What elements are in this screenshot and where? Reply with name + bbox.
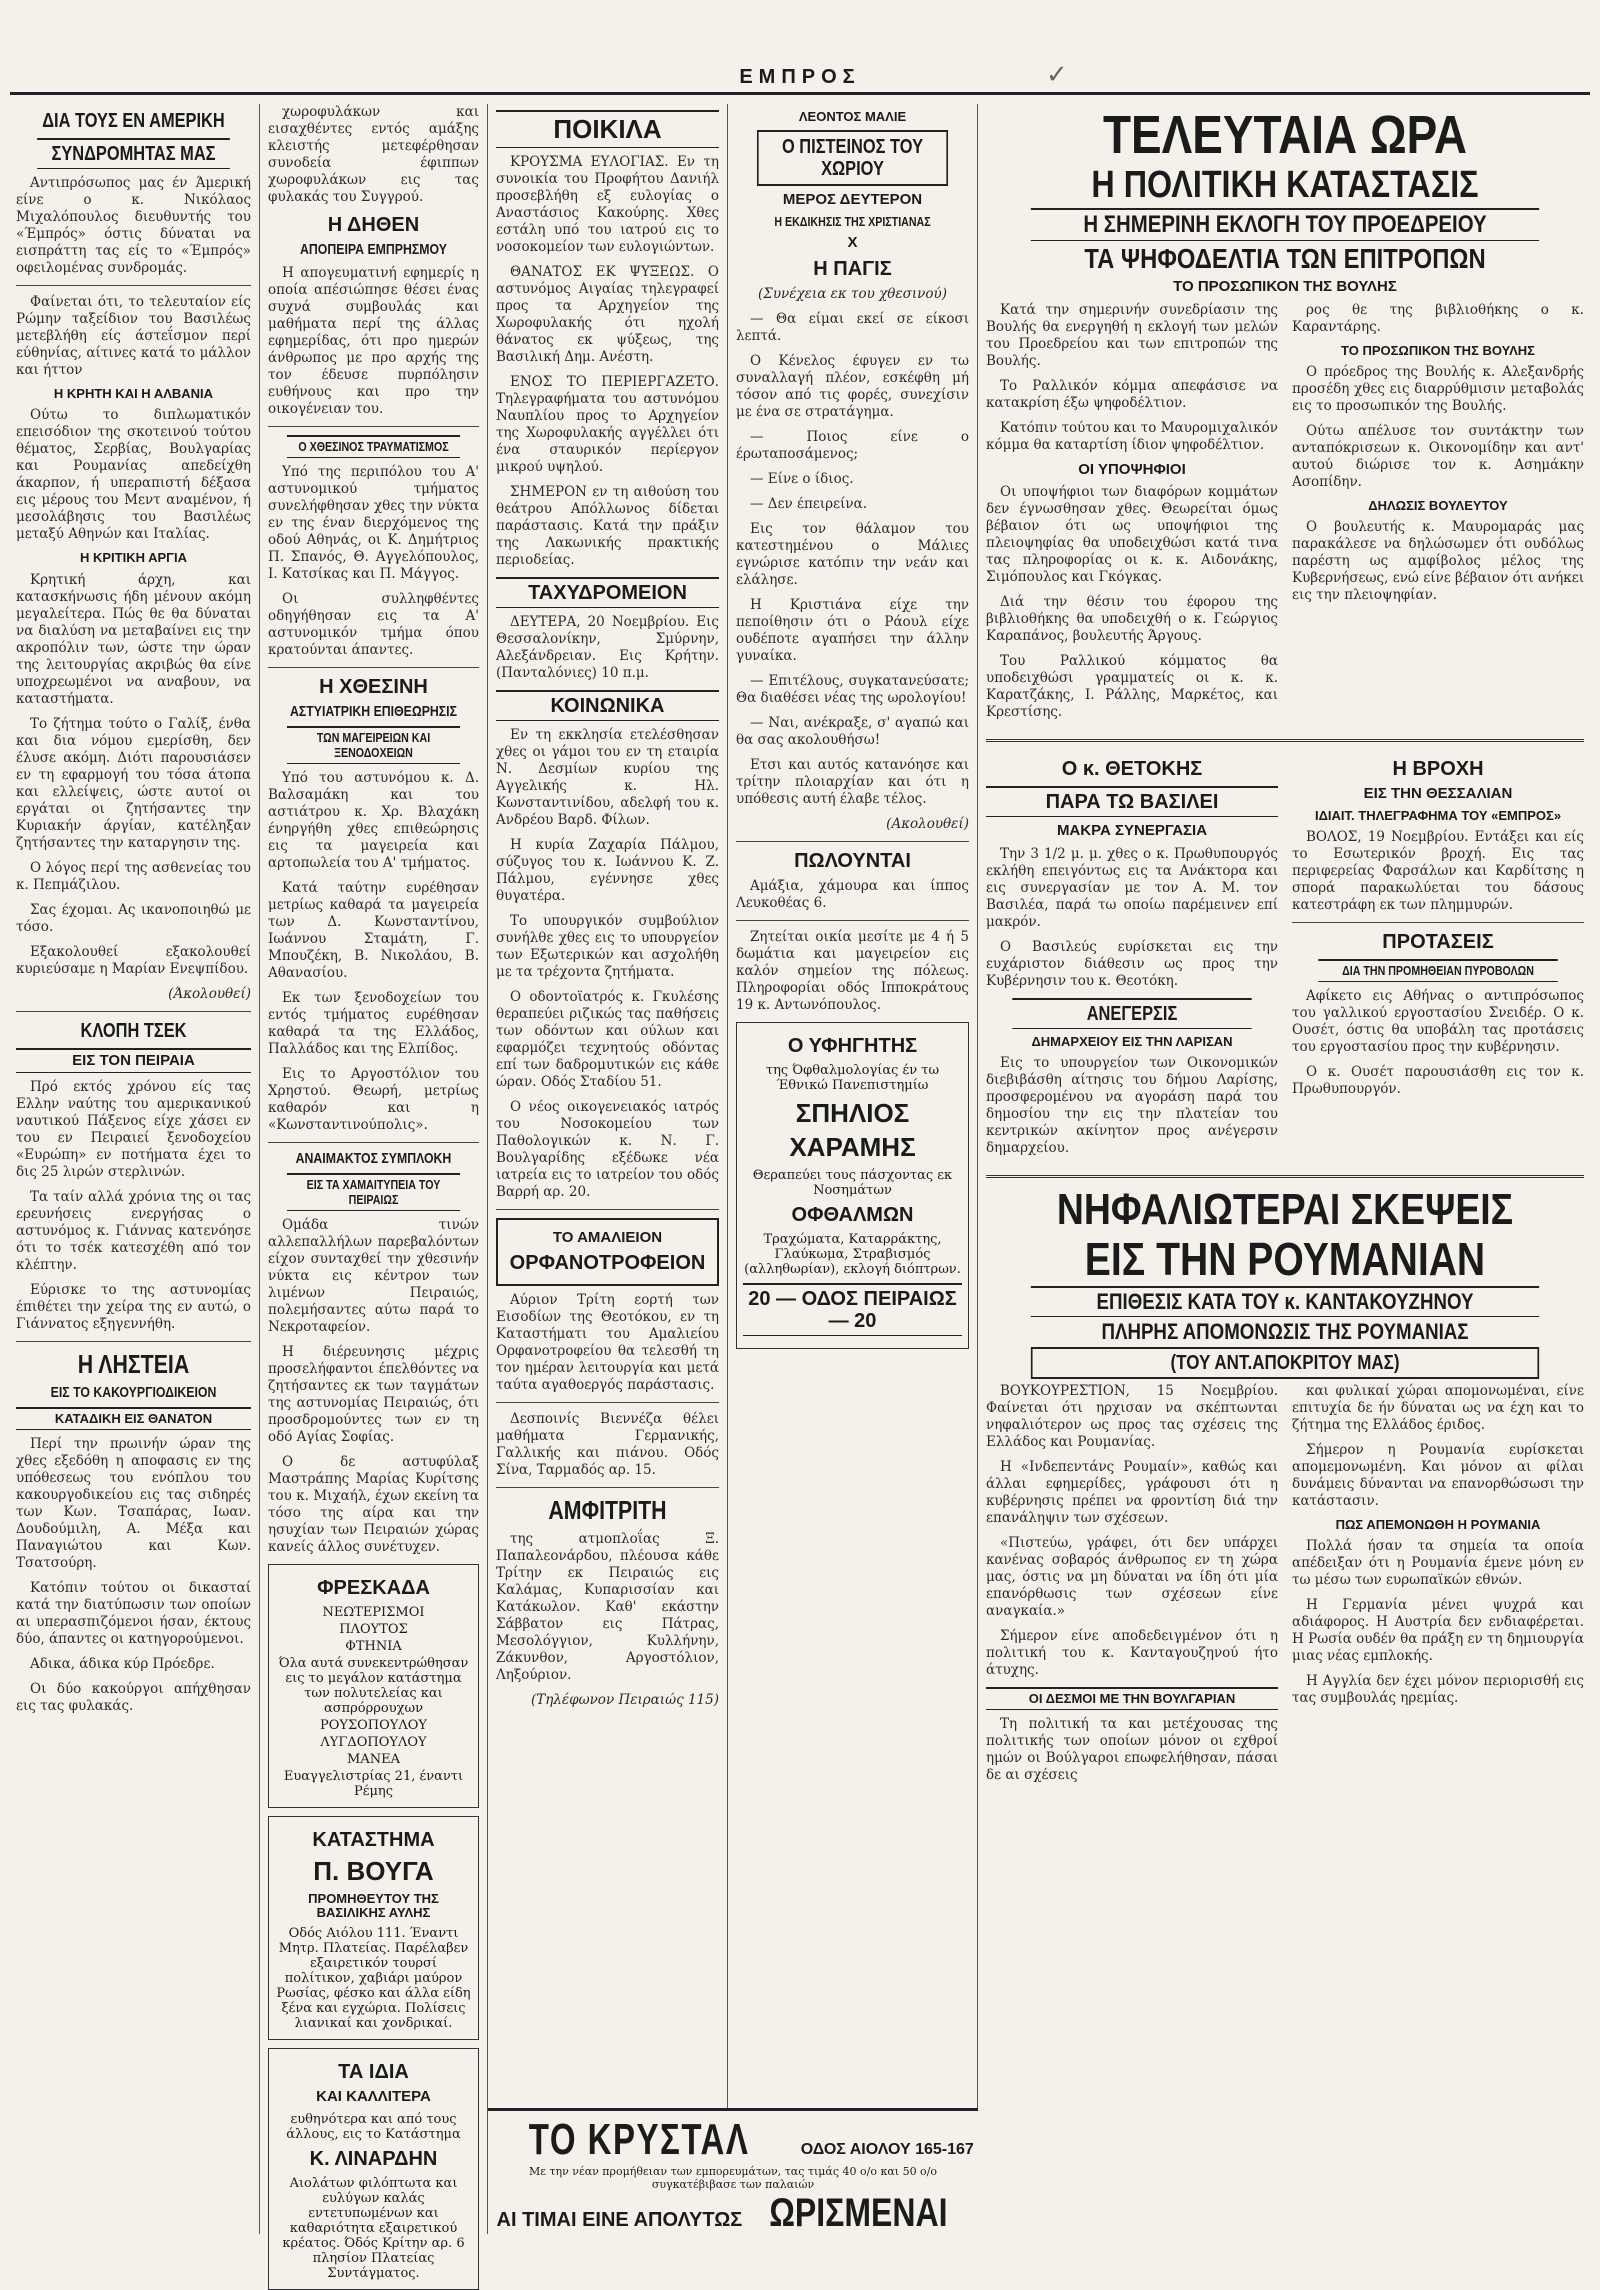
article-paragraph: Την 3 1/2 μ. μ. χθες ο κ. Πρωθυπουργός εκλήθη επειγόντως εις τα Ανάκτορα και εις συνεργασίαν με τον Α. Μ. τον Βασιλέα, παρά τω οποίω παρέμεινεν επί μακρόν. [986, 845, 1278, 930]
ad-line: Θεραπεύει τους πάσχοντας εκ Νοσημάτων [752, 1167, 953, 1198]
article-paragraph: Ο κ. Ουσέτ παρουσιάσθη εις τον κ. Πρωθυπουργόν. [1292, 1064, 1584, 1098]
article-paragraph: Σας έχομαι. Ας ικανοποιηθώ με τόσο. [16, 901, 251, 935]
ad-line: ΠΛΟΥΤΟΣ [339, 1621, 408, 1637]
classified-text: Αμάξια, χάμουρα και ίππος Λευκοθέας 6. [736, 877, 969, 911]
headline: Η ΒΡΟΧΗ [1392, 758, 1484, 780]
classified-title: ΠΩΛΟΥΝΤΑΙ [794, 849, 911, 872]
article-paragraph: Σήμερον είνε αποδεδειγμένον ότι η πολιτική του κ. Κανταγουζηνού ήτο άτυχης. [986, 1627, 1278, 1678]
divider [986, 739, 1584, 742]
divider [1292, 922, 1584, 923]
headline: ΔΙΑ ΤΟΥΣ ΕΝ ΑΜΕΡΙΚΗ [42, 110, 225, 132]
main-subheadline: Η ΣΗΜΕΡΙΝΗ ΕΚΛΟΓΗ ΤΟΥ ΠΡΟΕΔΡΕΙΟΥ [1031, 208, 1539, 241]
main-headline: ΤΕΛΕΥΤΑΙΑ ΩΡΑ [1102, 105, 1468, 165]
chapter-number: X [847, 234, 858, 252]
headline: Ο ΧΘΕΣΙΝΟΣ ΤΡΑΥΜΑΤΙΣΜΟΣ [287, 435, 460, 458]
subheadline: ΚΑΤΑΔΙΚΗ ΕΙΣ ΘΑΝΑΤΟΝ [16, 1407, 251, 1430]
article-paragraph: «Πιστεύω, γράφει, ότι δεν υπάρχει κανένας σοβαρός άνθρωπος εν τη χώρα μας, όστις να μη δύναται να ίδη ότι μία επανόρθωσις των σχέσεων είνε αναγκαία.» [986, 1534, 1278, 1619]
advertisement-linardis [268, 2048, 479, 2290]
ad-name: ΣΠΗΛΙΟΣ [795, 1097, 910, 1128]
pencil-mark-icon: ✓ [1046, 60, 1068, 90]
column-2 [260, 104, 488, 2281]
article-paragraph: — Είνε ο ίδιος. [750, 470, 854, 487]
article-paragraph: Περί την πρωινήν ώραν της χθες εξεδόθη η αποφασις εν της υπόθεσεως του ενόπλου του κακουργοδικείου εις τας σιδηρές των Κων. Τσαπάρας, Ιωαν. Δουδούμιλη, Α. Μέξα και Παναγιώτου και Κων. Τσατσούρη. [16, 1436, 251, 1572]
ad-name: ΧΑΡΑΜΗΣ [789, 1132, 916, 1163]
subheadline: ΔΗΛΩΣΙΣ ΒΟΥΛΕΥΤΟΥ [1368, 497, 1508, 513]
article-paragraph: Ο δε αστυφύλαξ Μαστράπης Μαρίας Κυρίτσης του κ. Μιχαήλ, έχων εκείνη τα τόσο της αίρα και την ησυχίαν των Πειραιών χώρας κανείς άλλος συνέτυχεν. [268, 1453, 479, 1555]
divider [16, 1341, 251, 1342]
politics-right [1292, 302, 1584, 730]
ad-line: Αιολάτων φιλόπτωτα και ευλύγων καλάς εντετυπωμένων και καθαριότητα εξαιρετικού κρέατος. Όδός Κρίτην αρ. 6 πλησίον Πλατείας Συντάγματος. [282, 2175, 465, 2281]
ad-line: Ευαγγελιστρίας 21, έναντι Ρέμης [283, 1768, 464, 1799]
article-paragraph: χωροφυλάκων και εισαχθέντες εντός αμάξης κλειστής μετεφέρθησαν συνοδεία έφιππων χωροφυλάκων εις τας φυλακάς του Συγγρού. [268, 104, 479, 205]
main-headline: ΝΗΦΑΛΙΩΤΕΡΑΙ ΣΚΕΨΕΙΣ [1056, 1184, 1514, 1234]
divider [268, 1142, 479, 1143]
ad-name: Π. ΒΟΥΓΑ [313, 1855, 434, 1886]
divider [16, 1011, 251, 1012]
headline: ΕΙΣ ΤΟ ΚΑΚΟΥΡΓΙΟΔΙΚΕΙΟΝ [50, 1383, 217, 1401]
politics-left [986, 302, 1278, 730]
article-paragraph: Το ζήτημα τούτο ο Γαλίξ, ένθα και δια νόμου εμερίσθη, δεν έλυσε ακόμη. Διότι παρουσιάσεν εν τη εφαρμογή του τόσα άτοπα και ελλείψεις, ώστε αυτοί οι εργάται οι ζητήσαντες την Κυριακήν άργίαν, κατέληξαν ζητήσαντες την καταργησιν της. [16, 715, 251, 851]
article-paragraph: — Ναι, ανέκραξε, σ' αγαπώ και θα σας ακολουθήσω! [736, 714, 969, 748]
ad-line: ΟΦΘΑΛΜΩΝ [791, 1203, 914, 1226]
article-paragraph: Κατά την σημερινήν συνεδρίασιν της Βουλής θα ενεργηθή η εκλογή των μελών του Προεδρείου και των επιτροπών της Βουλής. [986, 301, 1278, 369]
article-paragraph: Δεσποινίς Βιεννέζα θέλει μαθήματα Γερμανικής, Γαλλικής και πιάνου. Οδός Σίνα, Ταρμαδός αρ. 15. [496, 1411, 719, 1479]
serial-subtitle: Η ΕΚΔΙΚΗΣΙΣ ΤΗΣ ΧΡΙΣΤΙΑΝΑΣ [774, 213, 931, 229]
article-paragraph: Το υπουργικόν συμβούλιον συνήλθε χθες εις το υπουργείον των Εξωτερικών και ασχολήθη με τα τρέχοντα ζητήματα. [496, 912, 719, 980]
article-paragraph: Εις το Αργοστόλιον του Χρηστού. Θεωρή, μετρίως καθαρόν και η «Κωνσταντινούπολις». [268, 1065, 479, 1133]
article-paragraph: Κρητική άρχη, και κατασκήνωσις ήδη μένουν ακόμη μεγαλείτερα. Πώς θε θα δύναται να διαλύση να μεταβαίνει εις την ακροπόλιν των, ώστε την ώραν της λειτουργίας ακριβώς θα είνε υποχρεωμένοι να αναβουν, να καταστήματα. [16, 571, 251, 707]
headline: ΑΝΕΓΕΡΣΙΣ [1012, 998, 1251, 1029]
headline: ΑΝΑΙΜΑΚΤΟΣ ΣΥΜΠΛΟΚΗ [295, 1149, 452, 1167]
ad-line: Οδός Αιόλου 111. Έναντι Μητρ. Πλατείας. Παρέλαβεν εξαιρετικόν τουρσί πολίτικον, χαβιάρι μαύρον Ρωσίας, φέσκο και άλλα είδη ξένα και εγχώρια. Πολίσεις λιανικαί και χονδρικαί. [276, 1926, 471, 2032]
divider [268, 426, 479, 427]
chapter-title: Η ΠΑΓΙΣ [813, 257, 892, 280]
headline: Η ΧΘΕΣΙΝΗ [319, 675, 428, 698]
article-paragraph: Πρό εκτός χρόνου είς τας Ελλην ναύτης του αμερικανικού ναυτικού Πάξενος είχε χάσει εν του εν Πειραιεί ξενοδοχείου «Ευρώπη» εν ποτήματα έχει το δις 25 λιρών στερλινών. [16, 1079, 251, 1181]
column-5-latest-news [978, 104, 1592, 2234]
main-headline: ΕΙΣ ΤΗΝ ΡΟΥΜΑΝΙΑΝ [1084, 1232, 1486, 1285]
article-paragraph: Πολλά ήσαν τα σημεία τα οποία απέδειξαν ότι η Ρουμανία έμενε μόνη εν τω μέσω των ευρωπαϊκών εθνών. [1292, 1538, 1584, 1589]
correspondent-note: (ΤΟΥ ΑΝΤ.ΑΠΟΚΡΙΤΟΥ ΜΑΣ) [1031, 1347, 1539, 1379]
article-paragraph: ΕΝΟΣ ΤΟ ΠΕΡΙΕΡΓΑΖΕΤΟ. Τηλεγραφήματα του αστυνόμου Ναυπλίου προς το Αρχηγείον της Χωροφυλακής αγγέλλει ότι ένα σταυρικόν περίεργον μικρού υψηλού. [496, 373, 719, 475]
article-paragraph: Τα ταίν αλλά χρόνια της οι τας ερευνήσεις ενεργήσας ο αστυνόμος κ. Γιάννας κατενόησε ότι το τσέκ κατεσχέθη από τον κλέπτην. [16, 1189, 251, 1274]
article-paragraph: Ο Κένελος έφυγεν εν τω συναλλαγή πλέον, εσκέφθη μή τόσον από τις φορές, συνεχίσιν με ένα σε στρατάγημα. [736, 352, 969, 420]
article-paragraph: Σήμερον η Ρουμανία ευρίσκεται απομεμονωμένη. Και μόνον αι φίλαι δυνάμεις δύνανται να επανορθώσωσι την κατάστασιν. [1292, 1441, 1584, 1509]
advertisement-ophthalmologist [736, 1022, 969, 1349]
ad-line: ΑΙ ΤΙΜΑΙ ΕΙΝΕ ΑΠΟΛΥΤΩΣ [496, 2209, 743, 2231]
continued-note: (Ακολουθεί) [886, 815, 969, 832]
article-paragraph: ΣΗΜΕΡΟΝ εν τη αιθούση του θεάτρου Απόλλωνος δίδεται παράστασις. Κατά την πράξιν της Λακωνικής πρακτικής περιοδείας. [496, 483, 719, 568]
article-paragraph: Εξακολουθεί εξακολουθεί κυριεύσαμε η Μαρίαν Ενεψπίδου. [16, 943, 251, 977]
theotokis-article [986, 752, 1278, 1165]
article-paragraph: Ομάδα τινών αλλεπαλλήλων παρεβαλόντων είχον συνταχθεί την χθεσινήν νύκτα εις κέντρον των λιμένων Πειραιώς, πολεμήσαντες αύτω παρά το Νεκροταφείον. [268, 1216, 479, 1335]
ad-line: ΡΟΥΣΟΠΟΥΛΟΥ [319, 1717, 428, 1733]
article-paragraph: ΚΡΟΥΣΜΑ ΕΥΛΟΓΙΑΣ. Εν τη συνοικία του Προφήτου Δανιήλ προσεβλήθη εξ ευλογίας ο Αναστάσιος Κακούρης. Χθες εστάλη υπό του ιατρού εις το νοσοκομείον των ευλογιώντων. [496, 153, 719, 255]
article-paragraph: και φυλικαί χώραι απομονωμέναι, είνε επιτυχία δε ήν δύναται ως να έχη και το ζήτημα της Ελλάδος έριδος. [1292, 1382, 1584, 1433]
politics-two-column [986, 302, 1584, 730]
article-paragraph: Ούτω απέλυσε τον συντάκτην των ανταπόκρισεων κ. Οικονομίδην και αντ' αυτού διώρισε τον κ. Ασημάκην Ασοπίδην. [1292, 422, 1584, 490]
article-paragraph: Η Αγγλία δεν έχει μόνον περιορισθή εις τας συμβουλάς ηρεμίας. [1292, 1673, 1584, 1707]
divider [268, 667, 479, 668]
ad-line: της Όφθαλμολογίας έν τω Έθνικώ Πανεπιστημίω [765, 1062, 940, 1093]
ad-subtitle: ΚΑΙ ΚΑΛΛΙΤΕΡΑ [316, 2088, 431, 2106]
article-paragraph: Ο πρόεδρος της Βουλής κ. Αλεξανδρής προσέδη χθες εις διαρρύθμισιν μεταβολάς εις το προσωπικόν της Βουλής. [1292, 363, 1584, 414]
advertisement-krystal [488, 2108, 978, 2236]
ad-title: ΤΑ ΙΔΙΑ [338, 2061, 409, 2084]
subheadline: ΕΙΣ ΤΑ ΧΑΜΑΙΤΥΠΕΙΑ ΤΟΥ ΠΕΙΡΑΙΩΣ [287, 1173, 460, 1211]
ad-subtitle: ΠΡΟΜΗΘΕΥΤΟΥ ΤΗΣ ΒΑΣΙΛΙΚΗΣ ΑΥΛΗΣ [308, 1890, 439, 1920]
article-paragraph: Ετσι και αυτός κατανόησε και τρίτην πλοιαρχίαν και ότι η υπόθεσις αυτή έλαβε τέλος. [736, 756, 969, 807]
headline: ΤΑΧΥΔΡΟΜΕΙΟΝ [496, 577, 719, 608]
continued-note: (Συνέχεια εκ του χθεσινού) [758, 285, 947, 302]
headline: ΚΛΟΠΗ ΤΣΕΚ [80, 1019, 187, 1042]
article-paragraph: Αντιπρόσωπος μας έν Άμερική είνε ο κ. Νικόλαος Μιχαλόπουλος διευθυντής του «Έμπρός» όστις δύναται να εισπράττη τας είς το «Έμπρός» οφειλομένας συνδρομάς. [16, 175, 251, 276]
subheadline: ΟΙ ΔΕΣΜΟΙ ΜΕ ΤΗΝ ΒΟΥΛΓΑΡΙΑΝ [986, 1687, 1278, 1710]
article-paragraph: Υπό του αστυνόμου κ. Δ. Βαλσαμάκη και του αστιάτρου κ. Χρ. Βλαχάκη ένηργήθη χθες επιθεώρησις εις τα μαγειρεία και αρτοπωλεία του Α' τμήματος. [268, 769, 479, 871]
advertisement-vouga [268, 1816, 479, 2040]
subheadline: ΠΩΣ ΑΠΕΜΟΝΩΘΗ Η ΡΟΥΜΑΝΙΑ [1335, 1516, 1541, 1532]
article-paragraph: Υπό της περιπόλου του Α' αστυνομικού τμήματος συνελήφθησαν χθες την νύκτα εν της έναν διερχόμενος της οδού Αθηνάς, οι Κ. Δημήτριος Π. Σπανός, Θ. Αγγελόπουλος, Ι. Κατσίκας και Π. Μάγγος. [268, 463, 479, 582]
news-two-column [986, 752, 1584, 1165]
article-paragraph: ΒΟΥΚΟΥΡΕΣΤΙΟΝ, 15 Νοεμβρίου. Φαίνεται ότι ηρχισαν να σκέπτωνται νηφαλιότερον ως προς τας σχέσεις της Ελλάδος και Ρουμανίας. [986, 1382, 1278, 1450]
article-paragraph: Ο βουλευτής κ. Μαυρομαράς μας παρακάλεσε να δηλώσωμεν ότι ουδόλως παρέστη ως αμφίβολος μέλος της Κυβερνήσεως, ενώ είνε βέβαιον ότι ανήκει εις την πλειοψηφίαν. [1292, 519, 1584, 604]
article-paragraph: Οι συλληφθέντες οδηγήθησαν εις τα Α' αστυνομικόν τμήμα όπου κρατούνται άπαντες. [268, 590, 479, 658]
article-paragraph: — Επιτέλους, συγκατανεύσατε; Θα διαθέσει νέας της ωρολογίου! [736, 672, 969, 706]
subheadline: ΟΙ ΥΠΟΨΗΦΙΟΙ [1078, 460, 1186, 478]
ad-title: Ο ΥΦΗΓΗΤΗΣ [787, 1034, 918, 1057]
headline: ΟΡΦΑΝΟΤΡΟΦΕΙΟΝ [509, 1252, 706, 1275]
subheadline: Η ΚΡΙΤΙΚΗ ΑΡΓΙΑ [79, 550, 187, 566]
divider [16, 285, 251, 286]
romania-two-column [986, 1383, 1584, 1792]
article-paragraph: Του Ραλλικού κόμματος θα υποδειχθώσι γραμματείς οι κ. κ. Καρατζάκης, Ι. Ράλλης, Μαρκέτος, και Κρεστίσης. [986, 653, 1278, 720]
divider [496, 1402, 719, 1403]
article-paragraph: Διά την θέσιν του έφορου της βιβλιοθήκης θα υποδειχθή ο κ. Γεώργιος Καραπάνος, βουλευτής Άργους. [986, 594, 1278, 644]
article-paragraph: Ο οδοντοϊατρός κ. Γκυλέσης θεραπεύει ριζικώς τας παθήσεις των οδόντων και ούλων και εφαρμόζει τεχνητούς οδόντας επί των δαδρομυτικών εις κάθε ώραν. Οδός Σταδίου 51. [496, 988, 719, 1090]
article-paragraph: Φαίνεται ότι, το τελευταίον είς Ρώμην ταξείδιον του Βασιλέως μετεβλήθη είς άστεΐσμον περί εύθηνίας, αίτινες κατά το μάλλον και ήττον [16, 294, 251, 378]
subheadline: ΜΑΚΡΑ ΣΥΝΕΡΓΑΣΙΑ [1056, 822, 1208, 839]
ad-line: ΝΕΩΤΕΡΙΣΜΟΙ [322, 1604, 425, 1620]
article-paragraph: Κατόπιν τούτου οι δικασταί κατά την διατύπωσιν των οποίων αι υπερασπιζόμενοι ήσαν, έκτους δύο, άπαντες οι κατηγορούμενοι. [16, 1580, 251, 1648]
divider [736, 920, 969, 921]
ad-line: ΜΑΝΕΑ [347, 1751, 400, 1767]
article-paragraph: Κατόπιν τούτου και το Μαυρομιχαλικόν κόμμα θα καταρτίση ίδιον ψηφοδέλτιον. [986, 419, 1278, 453]
masthead: ΕΜΠΡΟΣ [739, 66, 861, 88]
divider [736, 841, 969, 842]
column-4 [728, 104, 978, 2234]
author-line: ΛΕΟΝΤΟΣ ΜΑΛΙΕ [798, 109, 907, 124]
article-paragraph: Η απογευματινή εφημερίς η οποία απέσιώπησε θέσει ένας συχνά συμβουλάς και μαθήματα περί της άλλας εφημερίδας, ότι προ ημερών άνθρωπος με προ αρχής της τον έδευσε πυρπόλησιν ευθήνους και προ την οικογένειαν του. [268, 264, 479, 417]
ad-line: ΦΤΗΝΙΑ [345, 1638, 402, 1654]
headline: ΕΙΣ ΤΟΝ ΠΕΙΡΑΙΑ [16, 1048, 251, 1074]
headline: ΠΑΡΑ ΤΩ ΒΑΣΙΛΕΙ [986, 786, 1278, 817]
article-paragraph: της ατμοπλοΐας Ξ. Παπαλεονάρδου, πλέουσα κάθε Τρίτην εκ Πειραιώς εις Καλάμας, Κυπαρισσίαν και Κατάκωλον. Καθ' εκάστην Σάββατον εις Πάτρας, Μεσολόγγιον, Κυλλήνην, Ζάκυνθον, Αργοστόλιον, Ληξούριον. [496, 1530, 719, 1683]
article-paragraph: Ούτω το διπλωματικόν επεισόδιον της σκοτεινού τούτου θέματος, Σερβίας, Βουλγαρίας και Ρουμανίας απεδείχθη άκαρπον, ή υπεραπιστή δέξασα εις μέρους του Μεντ αναμένον, ή μεσολάβησις του Βασιλέως μεταξύ Αθηνών και Ιταλίας. [16, 407, 251, 543]
headline: Ο κ. ΘΕΤΟΚΗΣ [1061, 758, 1203, 780]
article-paragraph: Ο Βασιλεύς ευρίσκεται εις την ευχάριστον διάθεσιν ως προς την Κυβέρνησιν του κ. Θεοτόκη. [986, 938, 1278, 989]
article-paragraph: Εκ των ξενοδοχείων του εντός τμήματος ευρέθησαν καθαρά τα της Ελλάδος, Παλλάδος και της Ελπίδος. [268, 989, 479, 1057]
subheadline: ΙΔΙΑΙΤ. ΤΗΛΕΓΡΑΦΗΜΑ ΤΟΥ «ΕΜΠΡΟΣ» [1314, 807, 1562, 823]
romania-left [986, 1383, 1278, 1792]
ad-line: ΩΡΙΣΜΕΝΑΙ [768, 2191, 948, 2235]
subheadline: ΤΟ ΠΡΟΣΩΠΙΚΟΝ ΤΗΣ ΒΟΥΛΗΣ [1341, 342, 1535, 358]
subheadline: Η ΚΡΗΤΗ ΚΑΙ Η ΑΛΒΑΝΙΑ [53, 386, 214, 401]
subheadline: ΤΟ ΠΡΟΣΩΠΙΚΟΝ ΤΗΣ ΒΟΥΛΗΣ [1173, 278, 1397, 295]
article-paragraph: Η διέρευνησις μέχρις προσελήφαντοι έπελθόντες να ζητήσαντες εκ των ταγμάτων της αστυνομίας Πειραιώς, ότι προσδρομούντες των εν τη οδό Αγίας Σοφίας. [268, 1343, 479, 1445]
article-paragraph: ΔΕΥΤΕΡΑ, 20 Νοεμβρίου. Εις Θεσσαλονίκην, Σμύρνην, Αλεξάνδρειαν. Εις Κρήτην. (Πανταλόνιες) 10 π.μ. [496, 613, 719, 681]
article-paragraph: Οι υποψήφιοι των διαφόρων κομμάτων δεν έγνωσθησαν χθες. Θεωρείται όμως βέβαιον ότι ως υποψήφιοι της πλειοψηφίας θα υποδειχθώσι κατά τινα τας πληροφορίας οι κ. κ. Αιδονάκης, Σιμόπουλος και Γκόγκας. [986, 484, 1278, 585]
subheadline: ΤΩΝ ΜΑΓΕΙΡΕΙΩΝ ΚΑΙ ΞΕΝΟΔΟΧΕΙΩΝ [287, 726, 460, 764]
article-paragraph: Αύριον Τρίτη εορτή των Εισοδίων της Θεοτόκου, εν τη Καταστήματι του Αμαλιείου Ορφανοτροφείου θα τελεσθή τη τον ημέραν λειτουργία και μετά ταύτα αγαθοεργός παράστασις. [496, 1292, 719, 1394]
headline: ΑΜΦΙΤΡΙΤΗ [548, 1495, 667, 1526]
article-paragraph: Εις το υπουργείον των Οικονομικών διεβιβάσθη αίτησις του δήμου Λαρίσης, προσφερομένου να αγοράση παρά του δημοσίου την εις την πλατείαν του κεντρικών ακίνητον προς ανέγερσιν δημαρχείου. [986, 1054, 1278, 1156]
ad-line: Όλα αυτά συνεκεντρώθησαν εις το μεγάλον κατάστημα των πολυτελείας και ασπρόρρουχων [278, 1655, 469, 1716]
headline: ΑΠΟΠΕΙΡΑ ΕΜΠΡΗΣΜΟΥ [300, 241, 447, 258]
article-paragraph: Αδικα, άδικα κύρ Πρόεδρε. [30, 1656, 215, 1673]
article-paragraph: Εις τον θάλαμον του κατεστημένου ο Μάλιες εγνώρισε κατόπιν την νεάν και ελάλησε. [736, 520, 969, 588]
article-paragraph: Η κυρία Ζαχαρία Πάλμου, σύζυγος του κ. Ιωάννου Κ. Ζ. Πάλμου, εγέννησε χθες θυγατέρα. [496, 836, 719, 904]
ad-title: ΦΡΕΣΚΑΔΑ [317, 1576, 430, 1599]
headline: Η ΛΗΣΤΕΙΑ [77, 1349, 190, 1380]
serial-title: Ο ΠΙΣΤΕΙΝΟΣ ΤΟΥ ΧΩΡΙΟΥ [757, 130, 948, 186]
ad-line: Τραχώματα, Καταρράκτης, Γλαύκωμα, Στραβισμός (αλληθωρίαν), εκλογή διόπτρων. [744, 1231, 961, 1277]
romania-right [1292, 1383, 1584, 1792]
ad-title: ΚΑΤΑΣΤΗΜΑ [312, 1828, 435, 1851]
article-paragraph: ΒΟΛΟΣ, 19 Νοεμβρίου. Εντάξει και είς το Εσωτερικόν βροχή. Εις τας περιφερείας Φαρσάλων και Καρδίτσης η σπορά παρακωλύεται του δάσους κατεστράφη εκ των πλημμυρών. [1292, 828, 1584, 913]
article-paragraph: — Δεν έπειρείνα. [750, 495, 868, 512]
article-paragraph: Το Ραλλικόν κόμμα απεφάσισε να κατακρίση έξω ψηφοδέλτιον. [986, 377, 1278, 411]
article-paragraph: Εν τη εκκλησία ετελέσθησαν χθες οι γάμοι του εν τη εταιρία Ν. Δεσμίων κυρίου της Αγγελικής κ. Ηλ. Κωνσταντινίδου, αδελφή του κ. Ανδρέου Βαρδ. Φίλων. [496, 726, 719, 828]
headline: Η ΔΗΘΕΝ [327, 214, 420, 236]
article-paragraph: ΘΑΝΑΤΟΣ ΕΚ ΨΥΞΕΩΣ. Ο αστυνόμος Αιγαίας τηλεγραφεί προς τα Αρχηγείον της Χωροφυλακής ότι ηχολή θάνατος εκ ψύξεως, της Βασιλική Δημ. Ανέστη. [496, 263, 719, 365]
masthead-rule [10, 92, 1590, 95]
phone-note: (Τηλέφωνον Πειραιώς 115) [530, 1691, 719, 1708]
article-paragraph: Κατά ταύτην ευρέθησαν μετρίως καθαρά τα μαγειρεία των Δ. Κωνσταντίνου, Ιωάννου Σταμάτη, Γ. Μπουζέκη, Β. Νικολάου, Β. Αθανασίου. [268, 879, 479, 981]
article-paragraph: Εύρισκε το της αστυνομίας έπιθέτει την χείρα της εν αυτώ, ο Γιάννατος εξηγεννήθη. [16, 1282, 251, 1333]
ad-name: Κ. ΛΙΝΑΡΔΗΝ [309, 2147, 438, 2170]
headline: ΤΟ ΑΜΑΛΙΕΙΟΝ [552, 1228, 663, 1246]
article-paragraph: ρος θε της βιβλιοθήκης ο κ. Καραντάρης. [1292, 301, 1584, 335]
divider [496, 1209, 719, 1210]
ad-line: ΛΥΓΔΟΠΟΥΛΟΥ [320, 1734, 427, 1750]
headline: ΠΡΟΤΑΣΕΙΣ [1382, 930, 1494, 953]
orphanage-box [496, 1218, 719, 1287]
continued-note: (Άκολουθεί) [168, 985, 251, 1002]
article-paragraph: Η Γερμανία μένει ψυχρά και αδιάφορος. Η Αυστρία δεν ενδιαφέρεται. Η Ρωσία ουδέν θα πράξη εν τη δημιουργία μιας νέας εμπλοκής. [1292, 1597, 1584, 1665]
advertisement-freskada [268, 1564, 479, 1808]
serial-part: ΜΕΡΟΣ ΔΕΥΤΕΡΟΝ [782, 191, 923, 209]
headline: ΣΥΝΔΡΟΜΗΤΑΣ ΜΑΣ [37, 138, 230, 169]
column-3 [488, 104, 728, 2234]
main-subheadline: ΕΠΙΘΕΣΙΣ ΚΑΤΑ ΤΟΥ κ. ΚΑΝΤΑΚΟΥΖΗΝΟΥ [1031, 1286, 1539, 1317]
ad-address: ΟΔΟΣ ΑΙΟΛΟΥ 165-167 [800, 2140, 974, 2158]
ad-title: ΤΟ ΚΡΥΣΤΑΛ [528, 2115, 750, 2164]
vrochi-article [1292, 752, 1584, 1165]
article-paragraph: — Θα είμαι εκεί σε είκοσι λεπτά. [736, 310, 969, 344]
article-paragraph: — Ποιος είνε ο έρωταποσάμενος; [736, 428, 969, 462]
article-paragraph: Οι δύο κακούργοι απήχθησαν εις τας φυλακάς. [16, 1681, 251, 1715]
headline: ΚΟΙΝΩΝΙΚΑ [496, 690, 719, 721]
article-paragraph: Ο λόγος περί της ασθενείας του κ. Πεπμάζιλου. [16, 859, 251, 893]
main-headline: Η ΠΟΛΙΤΙΚΗ ΚΑΤΑΣΤΑΣΙΣ [1091, 164, 1479, 206]
article-paragraph: Αφίκετο εις Αθήνας ο αντιπρόσωπος του γαλλικού εργοστασίου Σνειδέρ. Ο κ. Ουσέτ, όστις θα υποβάλη τας προτάσεις του εργοστασίου προς την κυβέρνησιν. [1292, 988, 1584, 1056]
article-paragraph: Η Κριστιάνα είχε την πεποίθησιν ότι ο Ράουλ είχε ουδέποτε αγαπήσει την άλλην γυναίκα. [736, 596, 969, 664]
article-paragraph: Ο νέος οικογενειακός ιατρός του Νοσοκομείου των Παθολογικών κ. Ν. Γ. Βουλγαρίδης εξέδωκε νέα ιατρεία εις το ιατρείον του οδός Βαρρή αρ. 20. [496, 1098, 719, 1200]
subheadline: ΔΙΑ ΤΗΝ ΠΡΟΜΗΘΕΙΑΝ ΠΥΡΟΒΟΛΩΝ [1318, 959, 1557, 982]
ad-line: ευθηνότερα και από τους άλλους, εις το Κατάστημα [286, 2111, 461, 2142]
headline: ΕΙΣ ΤΗΝ ΘΕΣΣΑΛΙΑΝ [1363, 785, 1513, 802]
headline: ΠΟΙΚΙΛΑ [496, 110, 719, 148]
subheadline: ΔΗΜΑΡΧΕΙΟΥ ΕΙΣ ΤΗΝ ΛΑΡΙΣΑΝ [1031, 1033, 1233, 1049]
classified-text: Ζητείται οικία μεσίτε με 4 ή 5 δωμάτια και μαγειρείον εις καλόν σημείον της πόλεως. Πληροφορίαι οδός Ιπποκράτους 19 κ. Αντωνόπουλος. [736, 928, 969, 1013]
divider [986, 1175, 1584, 1178]
ad-line: Με την νέαν προμήθειαν των εμπορευμάτων, τας τιμάς 40 ο/ο και 50 ο/ο συγκατέβιβασε των παλαιών [528, 2165, 938, 2191]
article-paragraph: Η «Ινδεπεντάνς Ρουμαίν», καθώς και άλλαι εφημερίδες, γράφουσι ότι η κυβέρνησις πρέπει να φροντίση διά την επανάληψιν των σχέσεων. [986, 1458, 1278, 1526]
article-paragraph: Τη πολιτική τα και μετέχουσας της πολιτικής των οποίων μόνον οι εχθροί ημών οι Βούλγαροι επωφελήθησαν, πάσαι δε αι σχέσεις [986, 1716, 1278, 1784]
ad-address: 20 — ΟΔΟΣ ΠΕΙΡΑΙΩΣ — 20 [743, 1283, 962, 1336]
column-1 [8, 104, 260, 2234]
main-subheadline: ΤΑ ΨΗΦΟΔΕΛΤΙΑ ΤΩΝ ΕΠΙΤΡΟΠΩΝ [1084, 243, 1486, 274]
headline: ΑΣΤΥΙΑΤΡΙΚΗ ΕΠΙΘΕΩΡΗΣΙΣ [290, 702, 457, 720]
divider [496, 1487, 719, 1488]
main-subheadline: ΠΛΗΡΗΣ ΑΠΟΜΟΝΩΣΙΣ ΤΗΣ ΡΟΥΜΑΝΙΑΣ [1101, 1318, 1469, 1344]
